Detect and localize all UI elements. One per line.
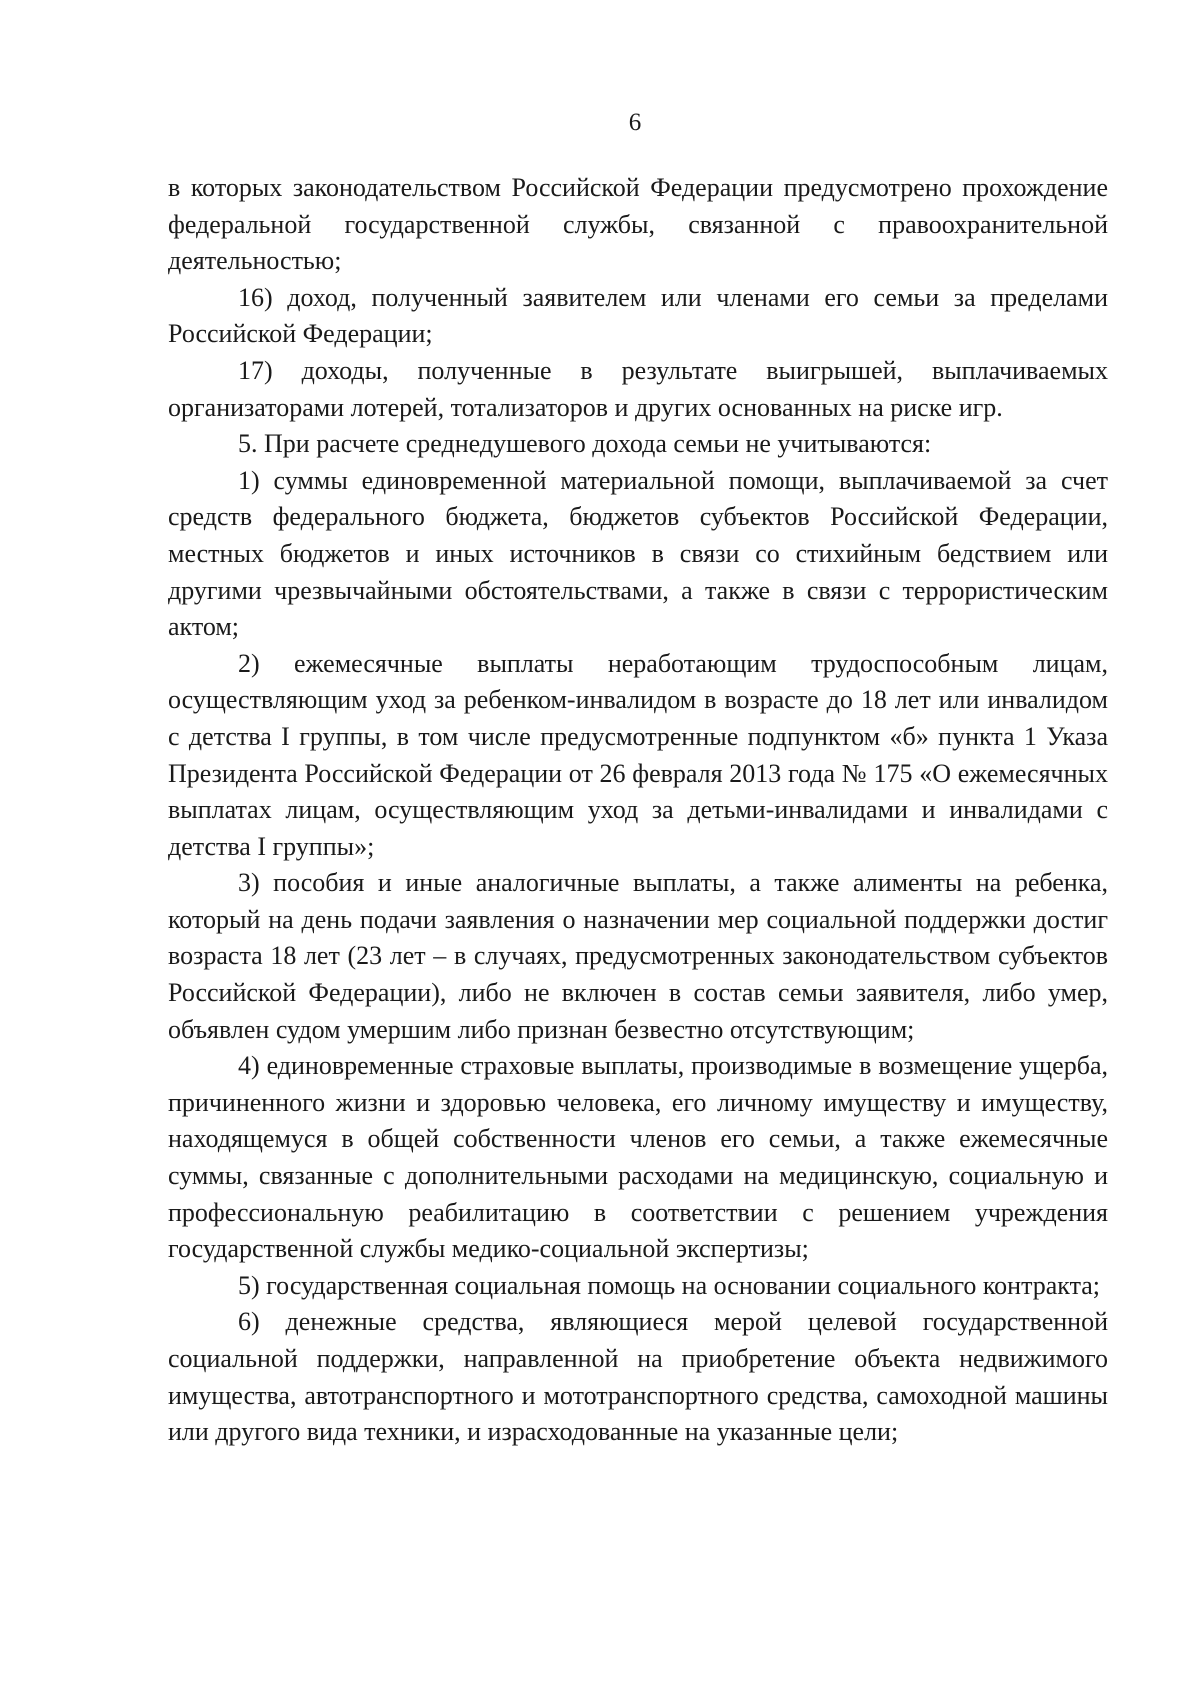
paragraph-item-5: 5) государственная социальная помощь на основании социального контракта;	[238, 1270, 1101, 1300]
page-number: 6	[628, 109, 642, 136]
paragraph-item-1: 1) суммы единовременной материальной помощи, выплачиваемой за счет средств федерального бюджета, бюджетов субъектов Российской Федерации, местных бюджетов и иных источников в связи со стихийным бедствием или другими чрезвычайными обстоятельствами, а также в связи с террористическим актом;	[168, 465, 1108, 642]
paragraph-item-4: 4) единовременные страховые выплаты, производимые в возмещение ущерба, причиненного жизни и здоровью человека, его личному имуществу и имуществу, находящемуся в общей собственности членов его семьи, а также ежемесячные суммы, связанные с дополнительными расходами на медицинскую, социальную и профессиональную реабилитацию в соответствии с решением учреждения государственной службы медико-социальной экспертизы;	[168, 1051, 1108, 1264]
document-body	[168, 170, 1108, 1451]
paragraph-item-2: 2) ежемесячные выплаты неработающим трудоспособным лицам, осуществляющим уход за ребенком-инвалидом в возрасте до 18 лет или инвалидом с детства I группы, в том числе предусмотренные подпунктом «б» пункта 1 Указа Президента Российской Федерации от 26 февраля 2013 года № 175 «О ежемесячных выплатах лицам, осуществляющим уход за детьми-инвалидами и инвалидами с детства I группы»;	[168, 648, 1108, 861]
paragraph-section-5: 5. При расчете среднедушевого дохода семьи не учитываются:	[238, 429, 932, 459]
paragraph-item-3: 3) пособия и иные аналогичные выплаты, а также алименты на ребенка, который на день подачи заявления о назначении мер социальной поддержки достиг возраста 18 лет (23 лет – в случаях, предусмотренных законодательством субъектов Российской Федерации), либо не включен в состав семьи заявителя, либо умер, объявлен судом умершим либо признан безвестно отсутствующим;	[168, 868, 1108, 1044]
paragraph-item-16: 16) доход, полученный заявителем или членами его семьи за пределами Российской Федерации;	[168, 282, 1108, 349]
paragraph-continuation: в которых законодательством Российской Федерации предусмотрено прохождение федеральной государственной службы, связанной с правоохранительной деятельностью;	[168, 173, 1108, 276]
paragraph-item-17: 17) доходы, полученные в результате выигрышей, выплачиваемых организаторами лотерей, тотализаторов и других основанных на риске игр.	[168, 355, 1108, 422]
paragraph-item-6: 6) денежные средства, являющиеся мерой целевой государственной социальной поддержки, направленной на приобретение объекта недвижимого имущества, автотранспортного и мототранспортного средства, самоходной машины или другого вида техники, и израсходованные на указанные цели;	[168, 1307, 1108, 1447]
